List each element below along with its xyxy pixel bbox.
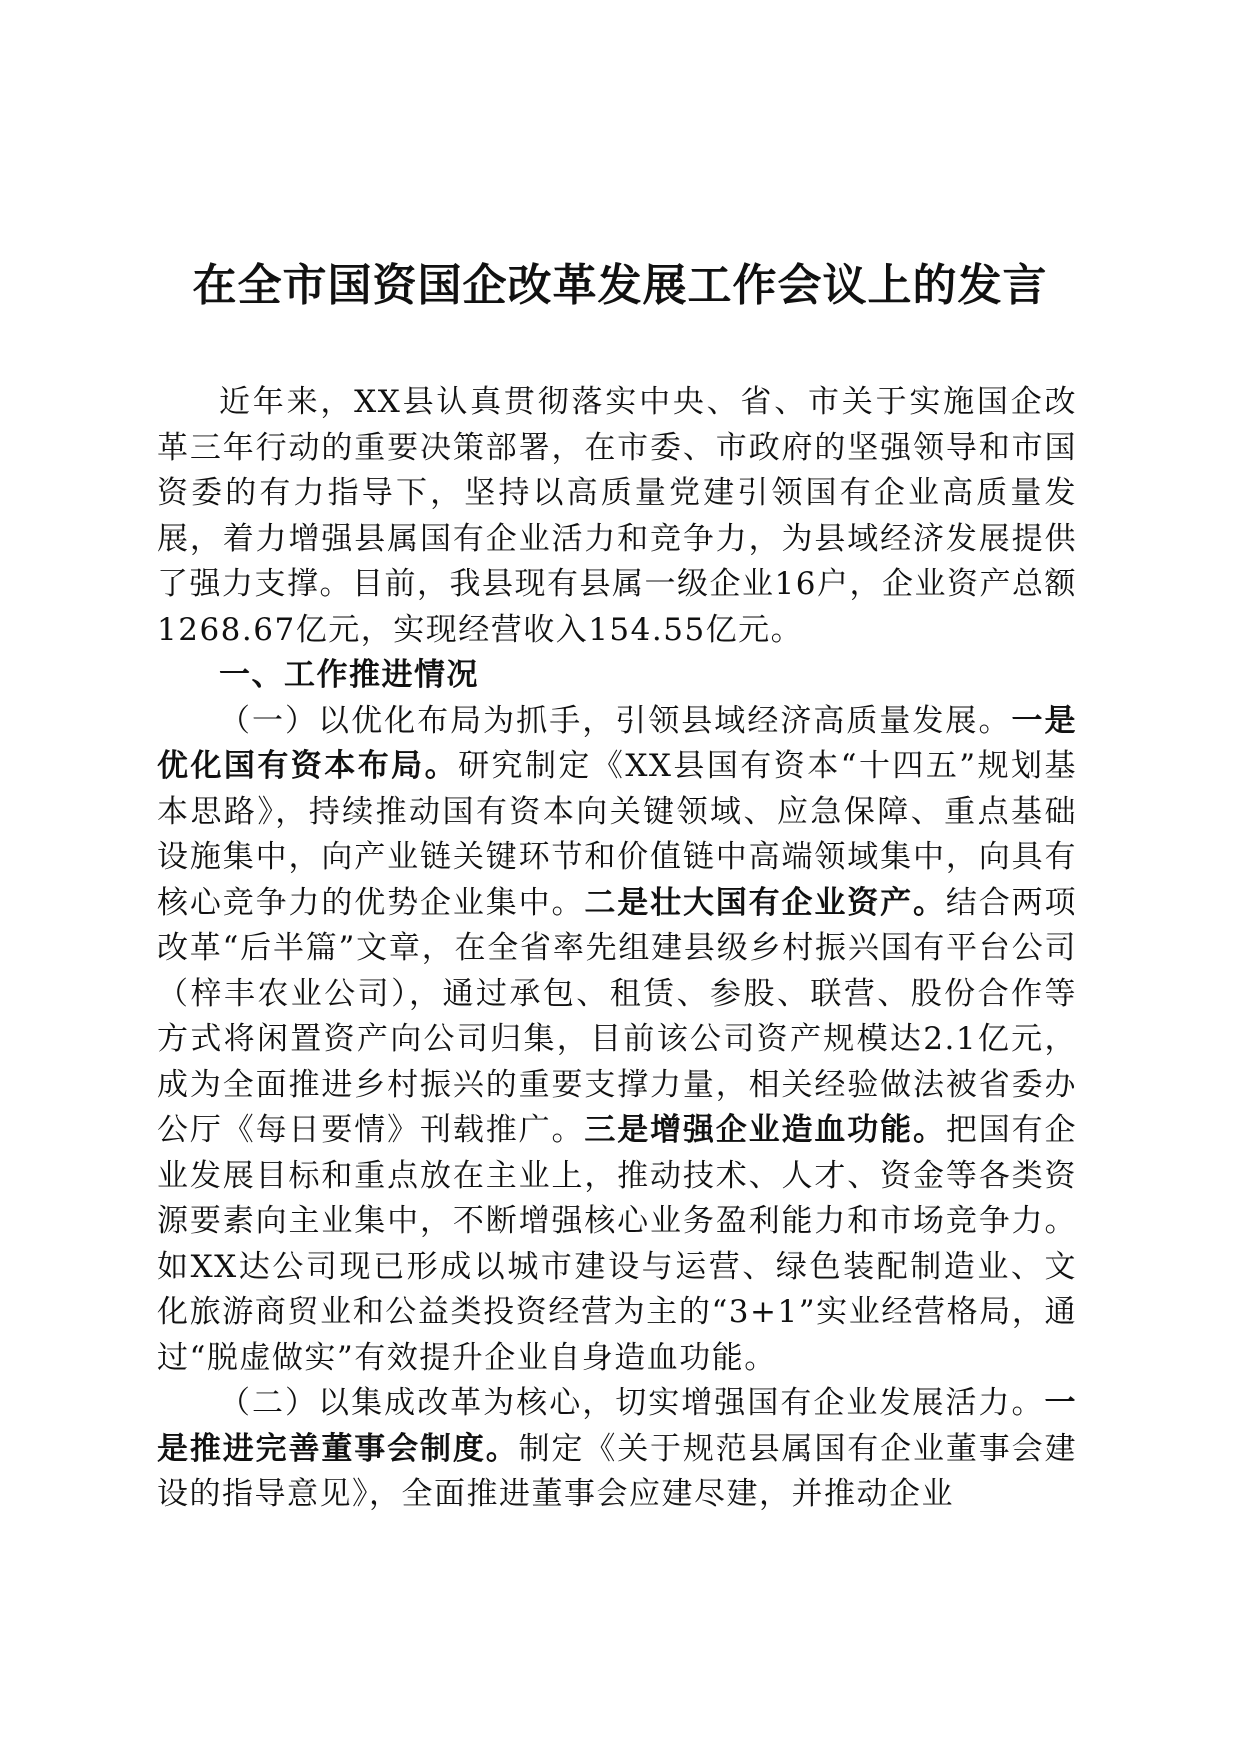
intro-paragraph: 近年来，XX县认真贯彻落实中央、省、市关于实施国企改革三年行动的重要决策部署，在市委、市政府的坚强领导和市国资委的有力指导下，坚持以高质量党建引领国有企业高质量发展，着力增强县属国有企业活力和竞争力，为县域经济发展提供了强力支撑。目前，我县现有县属一级企业16户，企业资产总额1268.67亿元，实现经营收入154.55亿元。 — [157, 384, 1077, 648]
key-point-heading: 一是优化国有资本布局。 — [157, 702, 1078, 784]
key-point-heading: 二是壮大国有企业资产。 — [584, 884, 946, 921]
subsection-lead: （二）以集成改革为核心，切实增强国有企业发展活力。 — [219, 1385, 1045, 1421]
paragraph-text: 把国有企业发展目标和重点放在主业上，推动技术、人才、资金等各类资源要素向主业集中，不断增强核心业务盈利能力和市场竞争力。如XX达公司现已形成以城市建设与运营、绿色装配制造业、文化旅游商贸业和公益类投资经营为主的“3+1”实业经营格局，通过“脱虚做实”有效提升企业自身造血功能。 — [157, 1112, 1078, 1376]
paragraph-text: 结合两项改革“后半篇”文章，在全省率先组建县级乡村振兴国有平台公司（梓丰农业公司），通过承包、租赁、参股、联营、股份合作等方式将闲置资产向公司归集，目前该公司资产规模达2.1亿元，成为全面推进乡村振兴的重要支撑力量，相关经验做法被省委办公厅《每日要情》刊载推广。 — [157, 884, 1078, 1148]
key-point-heading: 三是增强企业造血功能。 — [584, 1112, 946, 1148]
key-point-heading: 一是推进完善董事会制度。 — [157, 1385, 1077, 1467]
subsection-lead: （一）以优化布局为抓手，引领县域经济高质量发展。 — [219, 702, 1012, 739]
paragraph-layout-optimization — [157, 699, 1077, 1382]
document-body — [157, 380, 1077, 1518]
paragraph-text: 研究制定《XX县国有资本“十四五”规划基本思路》，持续推动国有资本向关键领域、应急保障、重点基础设施集中，向产业链关键环节和价值链中高端领域集中，向具有核心竞争力的优势企业集中。 — [157, 748, 1077, 921]
document-title: 在全市国资国企改革发展工作会议上的发言 — [192, 260, 1048, 311]
section-heading: 一、工作推进情况 — [219, 657, 479, 693]
paragraph-integrated-reform — [157, 1381, 1077, 1518]
paragraph-text: 制定《关于规范县属国有企业董事会建设的指导意见》，全面推进董事会应建尽建，并推动企业 — [157, 1430, 1078, 1512]
